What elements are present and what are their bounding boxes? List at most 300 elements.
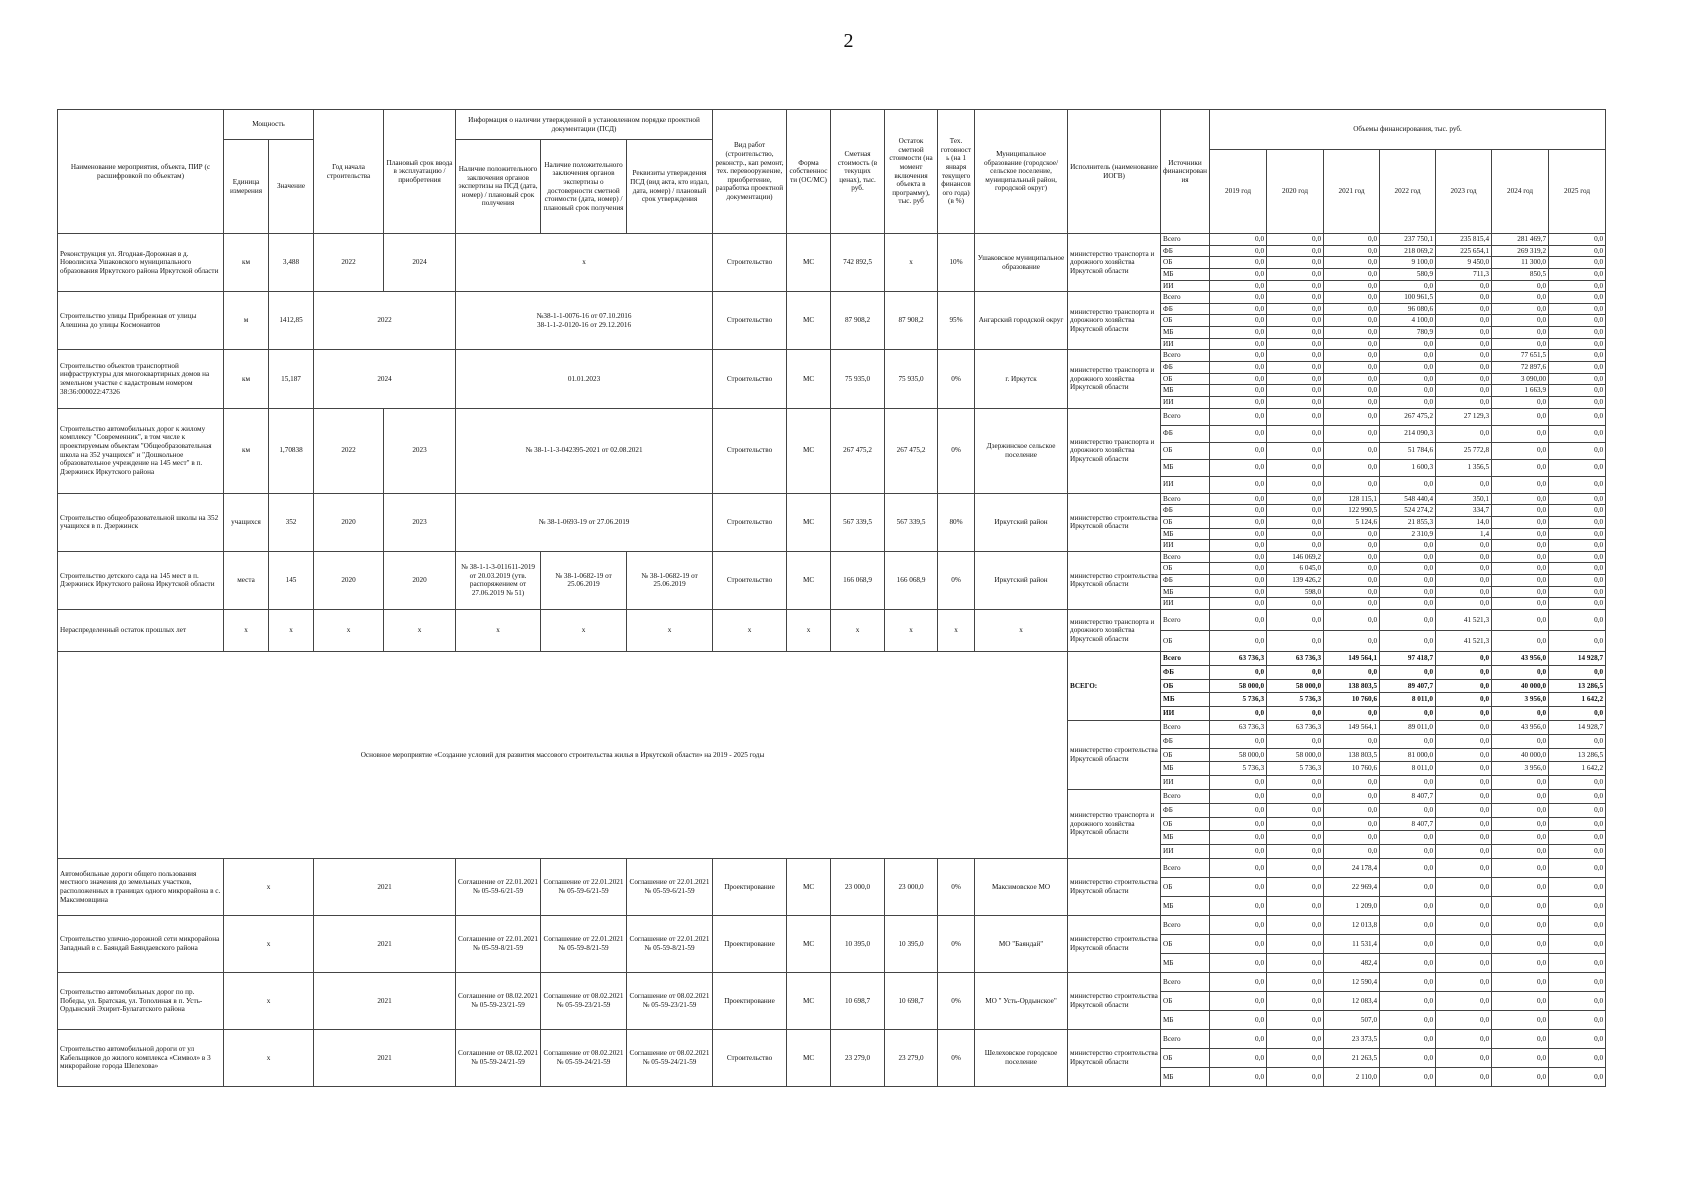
- funding-value: 0,0: [1436, 858, 1492, 877]
- sub-object-municipality: МО "Баяндай": [975, 915, 1068, 972]
- funding-value: 0,0: [1267, 540, 1324, 552]
- funding-source: ИИ: [1161, 280, 1210, 292]
- funding-value: 524 274,2: [1380, 505, 1436, 517]
- object-work-type: Строительство: [713, 408, 787, 493]
- funding-value: 13 286,5: [1549, 748, 1606, 762]
- funding-value: 0,0: [1549, 385, 1606, 397]
- sub-object-psd: Соглашение от 08.02.2021 № 05-59-23/21-59: [456, 972, 541, 1029]
- funding-value: 0,0: [1210, 734, 1267, 748]
- funding-value: 0,0: [1210, 257, 1267, 269]
- funding-value: 0,0: [1210, 953, 1267, 972]
- funding-value: 0,0: [1436, 327, 1492, 339]
- funding-value: 0,0: [1324, 234, 1380, 246]
- funding-value: 0,0: [1436, 991, 1492, 1010]
- funding-value: 0,0: [1492, 425, 1549, 442]
- funding-value: 0,0: [1492, 934, 1549, 953]
- object-planned-term: 2023: [384, 408, 456, 493]
- funding-value: 0,0: [1549, 396, 1606, 408]
- funding-value: 1,4: [1436, 528, 1492, 540]
- funding-source: МБ: [1161, 268, 1210, 280]
- funding-value: 0,0: [1492, 315, 1549, 327]
- funding-value: 0,0: [1549, 896, 1606, 915]
- table-row: [58, 551, 1606, 563]
- funding-value: 0,0: [1324, 540, 1380, 552]
- header-start-year: Год начала строительства: [314, 110, 384, 234]
- funding-value: 9 100,0: [1380, 257, 1436, 269]
- funding-value: 10 760,6: [1324, 693, 1380, 707]
- funding-value: 267 475,2: [1380, 408, 1436, 425]
- funding-source: МБ: [1161, 831, 1210, 845]
- object-municipality: Иркутский район: [975, 493, 1068, 551]
- funding-value: 0,0: [1436, 1048, 1492, 1067]
- funding-value: 0,0: [1267, 1067, 1324, 1086]
- funding-value: 0,0: [1549, 540, 1606, 552]
- funding-value: 96 080,6: [1380, 303, 1436, 315]
- funding-value: 0,0: [1210, 362, 1267, 374]
- funding-value: 0,0: [1549, 280, 1606, 292]
- undistributed-x: х: [885, 610, 938, 652]
- funding-value: 0,0: [1492, 1010, 1549, 1029]
- funding-value: 0,0: [1324, 803, 1380, 817]
- funding-value: 8 407,7: [1380, 789, 1436, 803]
- funding-value: 0,0: [1436, 540, 1492, 552]
- funding-source: ОБ: [1161, 748, 1210, 762]
- funding-value: 63 736,3: [1267, 652, 1324, 666]
- funding-value: 0,0: [1267, 268, 1324, 280]
- funding-value: 0,0: [1324, 459, 1380, 476]
- funding-value: 0,0: [1492, 610, 1549, 631]
- funding-value: 0,0: [1380, 1029, 1436, 1048]
- funding-source: МБ: [1161, 459, 1210, 476]
- undistributed-x: х: [938, 610, 975, 652]
- funding-value: 23 373,5: [1324, 1029, 1380, 1048]
- funding-value: 0,0: [1380, 776, 1436, 790]
- funding-value: 0,0: [1267, 707, 1324, 721]
- funding-value: 0,0: [1210, 991, 1267, 1010]
- header-unit: Единица измерения: [224, 140, 269, 234]
- funding-value: 0,0: [1436, 776, 1492, 790]
- funding-value: 0,0: [1436, 831, 1492, 845]
- table-row: [58, 972, 1606, 991]
- funding-value: 0,0: [1267, 459, 1324, 476]
- object-unit: м: [224, 292, 269, 350]
- funding-value: 0,0: [1436, 476, 1492, 493]
- funding-value: 0,0: [1267, 776, 1324, 790]
- funding-value: 0,0: [1436, 350, 1492, 362]
- funding-value: 225 654,1: [1436, 245, 1492, 257]
- funding-value: 0,0: [1210, 563, 1267, 575]
- funding-value: 128 115,1: [1324, 493, 1380, 505]
- funding-source: ИИ: [1161, 776, 1210, 790]
- undistributed-x: х: [269, 610, 314, 652]
- funding-source: Всего: [1161, 972, 1210, 991]
- funding-value: 0,0: [1492, 493, 1549, 505]
- funding-value: 0,0: [1492, 896, 1549, 915]
- sub-object-ownership: МС: [787, 915, 831, 972]
- funding-value: 0,0: [1210, 586, 1267, 598]
- funding-value: 0,0: [1210, 338, 1267, 350]
- funding-value: 0,0: [1380, 350, 1436, 362]
- funding-value: 0,0: [1267, 245, 1324, 257]
- object-name: Реконструкция ул. Ягодная-Дорожная в д. Новолисиха Ушаковского муниципального образования Иркутского района Иркутской области: [58, 234, 224, 292]
- header-work-type: Вид работ (строительство, реконстр., кап ремонт, тех. перевооружение, приобретение, разработка проектной документации): [713, 110, 787, 234]
- funding-source: Всего: [1161, 551, 1210, 563]
- funding-value: 9 450,0: [1436, 257, 1492, 269]
- funding-value: 0,0: [1436, 734, 1492, 748]
- funding-value: 0,0: [1549, 934, 1606, 953]
- object-start-year: 2022: [314, 408, 384, 493]
- funding-value: 5 736,3: [1210, 762, 1267, 776]
- funding-value: 0,0: [1549, 338, 1606, 350]
- header-value: Значение: [269, 140, 314, 234]
- funding-source: Всего: [1161, 858, 1210, 877]
- funding-value: 58 000,0: [1267, 679, 1324, 693]
- funding-value: 0,0: [1549, 858, 1606, 877]
- object-value: 1412,85: [269, 292, 314, 350]
- funding-value: 0,0: [1210, 858, 1267, 877]
- sub-object-psd: Соглашение от 08.02.2021 № 05-59-23/21-59: [627, 972, 713, 1029]
- funding-value: 0,0: [1492, 292, 1549, 304]
- funding-value: 0,0: [1324, 362, 1380, 374]
- funding-source: ОБ: [1161, 877, 1210, 896]
- funding-value: 0,0: [1210, 408, 1267, 425]
- funding-value: 0,0: [1324, 280, 1380, 292]
- funding-value: 0,0: [1267, 610, 1324, 631]
- main-event-executor: ВСЕГО:: [1068, 652, 1161, 721]
- object-balance: 87 908,2: [885, 292, 938, 350]
- financing-table: [57, 109, 1606, 1087]
- object-unit: км: [224, 408, 269, 493]
- sub-object-balance: 10 395,0: [885, 915, 938, 972]
- sub-object-estimated-cost: 23 279,0: [831, 1029, 885, 1086]
- funding-value: 0,0: [1549, 505, 1606, 517]
- funding-value: 0,0: [1436, 817, 1492, 831]
- object-readiness: 0%: [938, 551, 975, 609]
- undistributed-executor: министерство транспорта и дорожного хозяйства Иркутской области: [1068, 610, 1161, 652]
- funding-value: 0,0: [1210, 551, 1267, 563]
- object-name: Строительство улицы Прибрежная от улицы Алешина до улицы Космонавтов: [58, 292, 224, 350]
- funding-value: 0,0: [1549, 991, 1606, 1010]
- sub-object-municipality: МО " Усть-Ордынское": [975, 972, 1068, 1029]
- sub-object-capacity: х: [224, 972, 314, 1029]
- header-year: 2025 год: [1549, 150, 1606, 234]
- object-start-year: 2024: [314, 350, 456, 408]
- undistributed-x: х: [384, 610, 456, 652]
- sub-object-capacity: х: [224, 1029, 314, 1086]
- table-row: [58, 652, 1606, 666]
- funding-value: 214 090,3: [1380, 425, 1436, 442]
- funding-value: 1 600,3: [1380, 459, 1436, 476]
- object-ownership: МС: [787, 408, 831, 493]
- funding-value: 0,0: [1267, 845, 1324, 859]
- object-balance: 166 068,9: [885, 551, 938, 609]
- funding-value: 0,0: [1549, 327, 1606, 339]
- funding-value: 0,0: [1267, 315, 1324, 327]
- funding-value: 0,0: [1267, 789, 1324, 803]
- main-event-name: Основное мероприятие «Создание условий для развития массового строительства жилья в Иркутской области» на 2019 - 2025 годы: [58, 652, 1068, 859]
- funding-value: 0,0: [1380, 972, 1436, 991]
- funding-value: 0,0: [1324, 396, 1380, 408]
- funding-value: 0,0: [1380, 373, 1436, 385]
- object-start-year: 2020: [314, 551, 384, 609]
- funding-source: ИИ: [1161, 598, 1210, 610]
- funding-source: Всего: [1161, 408, 1210, 425]
- funding-value: 40 000,0: [1492, 748, 1549, 762]
- object-municipality: Ушаковское муниципальное образование: [975, 234, 1068, 292]
- undistributed-x: х: [627, 610, 713, 652]
- funding-value: 0,0: [1492, 303, 1549, 315]
- funding-value: 0,0: [1267, 1010, 1324, 1029]
- funding-value: 0,0: [1436, 1067, 1492, 1086]
- funding-value: 0,0: [1210, 877, 1267, 896]
- funding-value: 0,0: [1492, 575, 1549, 587]
- funding-value: 0,0: [1324, 350, 1380, 362]
- main-event-executor: министерство строительства Иркутской области: [1068, 721, 1161, 790]
- funding-value: 43 956,0: [1492, 721, 1549, 735]
- funding-value: 1 642,2: [1549, 693, 1606, 707]
- funding-value: 0,0: [1267, 493, 1324, 505]
- table-row: [58, 234, 1606, 246]
- funding-value: 0,0: [1492, 540, 1549, 552]
- funding-value: 0,0: [1210, 385, 1267, 397]
- funding-source: ОБ: [1161, 442, 1210, 459]
- funding-value: 0,0: [1436, 292, 1492, 304]
- sub-object-readiness: 0%: [938, 972, 975, 1029]
- sub-object-name: Строительство автомобильной дороги от ул Кабельщиков до жилого комплекса «Символ» в 3 микрорайоне города Шелехова»: [58, 1029, 224, 1086]
- funding-value: 24 178,4: [1324, 858, 1380, 877]
- funding-value: 0,0: [1436, 721, 1492, 735]
- funding-value: 0,0: [1324, 586, 1380, 598]
- financing-table-wrap: [57, 109, 1604, 1087]
- funding-value: 0,0: [1324, 789, 1380, 803]
- table-row: [58, 610, 1606, 631]
- funding-value: 0,0: [1380, 540, 1436, 552]
- funding-value: 0,0: [1267, 303, 1324, 315]
- object-name: Строительство детского сада на 145 мест в п. Дзержинск Иркутского района Иркутской области: [58, 551, 224, 609]
- funding-value: 8 011,0: [1380, 762, 1436, 776]
- funding-value: 14 928,7: [1549, 721, 1606, 735]
- sub-object-balance: 10 698,7: [885, 972, 938, 1029]
- funding-source: ИИ: [1161, 845, 1210, 859]
- sub-object-readiness: 0%: [938, 915, 975, 972]
- funding-value: 21 855,3: [1380, 516, 1436, 528]
- funding-source: Всего: [1161, 721, 1210, 735]
- funding-value: 0,0: [1549, 551, 1606, 563]
- funding-value: 0,0: [1267, 665, 1324, 679]
- header-municipality: Муниципальное образование (городское/сельское поселение, муниципальный район, городской округ): [975, 110, 1068, 234]
- funding-source: Всего: [1161, 350, 1210, 362]
- funding-value: 0,0: [1549, 442, 1606, 459]
- funding-value: 0,0: [1324, 631, 1380, 652]
- funding-value: 0,0: [1324, 665, 1380, 679]
- funding-value: 0,0: [1324, 425, 1380, 442]
- funding-source: ФБ: [1161, 803, 1210, 817]
- funding-value: 0,0: [1324, 338, 1380, 350]
- object-ownership: МС: [787, 551, 831, 609]
- funding-value: 281 469,7: [1492, 234, 1549, 246]
- funding-value: 0,0: [1549, 598, 1606, 610]
- funding-value: 0,0: [1549, 350, 1606, 362]
- sub-object-executor: министерство строительства Иркутской области: [1068, 1029, 1161, 1086]
- funding-value: 2 110,0: [1324, 1067, 1380, 1086]
- funding-value: 0,0: [1380, 858, 1436, 877]
- funding-value: 27 129,3: [1436, 408, 1492, 425]
- funding-value: 0,0: [1267, 934, 1324, 953]
- funding-value: 0,0: [1380, 707, 1436, 721]
- funding-value: 0,0: [1267, 350, 1324, 362]
- funding-value: 0,0: [1436, 803, 1492, 817]
- funding-value: 0,0: [1267, 338, 1324, 350]
- sub-object-work-type: Проектирование: [713, 972, 787, 1029]
- funding-value: 11 531,4: [1324, 934, 1380, 953]
- object-executor: министерство строительства Иркутской области: [1068, 493, 1161, 551]
- object-unit: места: [224, 551, 269, 609]
- funding-value: 0,0: [1549, 516, 1606, 528]
- sub-object-start-year: 2021: [314, 915, 456, 972]
- funding-source: ОБ: [1161, 257, 1210, 269]
- undistributed-x: х: [975, 610, 1068, 652]
- object-psd-line: № 38-1-0693-19 от 27.06.2019: [538, 517, 630, 526]
- funding-value: 0,0: [1436, 652, 1492, 666]
- funding-value: 0,0: [1436, 707, 1492, 721]
- header-balance: Остаток сметной стоимости (на момент включения объекта в программу), тыс. руб: [885, 110, 938, 234]
- funding-value: 0,0: [1492, 563, 1549, 575]
- object-psd: [456, 234, 713, 292]
- funding-value: 0,0: [1324, 408, 1380, 425]
- header-planned-term: Плановый срок ввода в эксплуатацию / приобретения: [384, 110, 456, 234]
- funding-value: 0,0: [1267, 631, 1324, 652]
- object-unit: км: [224, 234, 269, 292]
- funding-value: 63 736,3: [1210, 721, 1267, 735]
- funding-value: 2 310,9: [1380, 528, 1436, 540]
- table-row: [58, 1029, 1606, 1048]
- funding-source: ОБ: [1161, 516, 1210, 528]
- funding-value: 4 100,0: [1380, 315, 1436, 327]
- sub-object-psd: Соглашение от 08.02.2021 № 05-59-23/21-59: [541, 972, 627, 1029]
- header-psd-approval: Реквизиты утверждения ПСД (вид акта, кто издал, дата, номер) / плановый срок утверждения: [627, 140, 713, 234]
- funding-value: 12 590,4: [1324, 972, 1380, 991]
- funding-value: 0,0: [1380, 803, 1436, 817]
- funding-value: 237 750,1: [1380, 234, 1436, 246]
- funding-value: 0,0: [1324, 315, 1380, 327]
- funding-value: 0,0: [1436, 280, 1492, 292]
- undistributed-x: х: [456, 610, 541, 652]
- funding-value: 0,0: [1492, 338, 1549, 350]
- funding-value: 0,0: [1492, 734, 1549, 748]
- funding-value: 0,0: [1492, 528, 1549, 540]
- funding-value: 0,0: [1267, 877, 1324, 896]
- funding-value: 780,9: [1380, 327, 1436, 339]
- funding-value: 5 736,3: [1210, 693, 1267, 707]
- funding-value: 0,0: [1210, 315, 1267, 327]
- funding-value: 0,0: [1549, 563, 1606, 575]
- funding-value: 0,0: [1267, 327, 1324, 339]
- funding-value: 0,0: [1380, 586, 1436, 598]
- funding-value: 0,0: [1210, 350, 1267, 362]
- object-municipality: Дзержинское сельское поселение: [975, 408, 1068, 493]
- header-psd-positive: Наличие положительного заключения органов экспертизы на ПСД (дата, номер) / плановый срок получения: [456, 140, 541, 234]
- funding-value: 0,0: [1380, 877, 1436, 896]
- sub-object-capacity: х: [224, 915, 314, 972]
- funding-value: 0,0: [1210, 575, 1267, 587]
- funding-value: 0,0: [1267, 516, 1324, 528]
- object-value: 145: [269, 551, 314, 609]
- funding-value: 0,0: [1549, 831, 1606, 845]
- funding-value: 6 045,0: [1267, 563, 1324, 575]
- object-balance: х: [885, 234, 938, 292]
- funding-source: ФБ: [1161, 425, 1210, 442]
- header-funding: Объемы финансирования, тыс. руб.: [1210, 110, 1606, 150]
- funding-value: 0,0: [1380, 896, 1436, 915]
- funding-value: 0,0: [1267, 425, 1324, 442]
- funding-value: 0,0: [1210, 373, 1267, 385]
- funding-value: 0,0: [1549, 665, 1606, 679]
- funding-value: 0,0: [1210, 476, 1267, 493]
- funding-value: 0,0: [1267, 598, 1324, 610]
- funding-value: 122 990,5: [1324, 505, 1380, 517]
- funding-value: 12 013,8: [1324, 915, 1380, 934]
- funding-value: 0,0: [1324, 303, 1380, 315]
- funding-value: 0,0: [1492, 858, 1549, 877]
- funding-value: 0,0: [1267, 280, 1324, 292]
- funding-source: ФБ: [1161, 362, 1210, 374]
- funding-source: ОБ: [1161, 991, 1210, 1010]
- funding-value: 507,0: [1324, 1010, 1380, 1029]
- sub-object-psd: Соглашение от 22.01.2021 № 05-59-6/21-59: [456, 858, 541, 915]
- object-value: 352: [269, 493, 314, 551]
- header-year: 2021 год: [1324, 150, 1380, 234]
- funding-value: 0,0: [1380, 385, 1436, 397]
- object-executor: министерство транспорта и дорожного хозяйства Иркутской области: [1068, 350, 1161, 408]
- funding-source: МБ: [1161, 385, 1210, 397]
- sub-object-executor: министерство строительства Иркутской области: [1068, 915, 1161, 972]
- funding-value: 0,0: [1436, 789, 1492, 803]
- sub-object-estimated-cost: 10 395,0: [831, 915, 885, 972]
- sub-object-estimated-cost: 10 698,7: [831, 972, 885, 1029]
- funding-value: 0,0: [1210, 442, 1267, 459]
- funding-value: 0,0: [1549, 734, 1606, 748]
- funding-value: 0,0: [1492, 915, 1549, 934]
- header-estimated-cost: Сметная стоимость (в текущих ценах), тыс. руб.: [831, 110, 885, 234]
- funding-value: 89 011,0: [1380, 721, 1436, 735]
- funding-value: 0,0: [1267, 1048, 1324, 1067]
- funding-value: 0,0: [1436, 972, 1492, 991]
- funding-value: 0,0: [1549, 707, 1606, 721]
- funding-source: ИИ: [1161, 540, 1210, 552]
- funding-value: 58 000,0: [1210, 679, 1267, 693]
- funding-value: 0,0: [1492, 665, 1549, 679]
- funding-source: Всего: [1161, 915, 1210, 934]
- funding-value: 0,0: [1549, 789, 1606, 803]
- funding-value: 0,0: [1380, 598, 1436, 610]
- funding-value: 0,0: [1267, 476, 1324, 493]
- funding-value: 149 564,1: [1324, 652, 1380, 666]
- sub-object-start-year: 2021: [314, 972, 456, 1029]
- object-municipality: Иркутский район: [975, 551, 1068, 609]
- funding-value: 0,0: [1267, 505, 1324, 517]
- funding-source: ФБ: [1161, 245, 1210, 257]
- header-year: 2019 год: [1210, 150, 1267, 234]
- funding-source: Всего: [1161, 1029, 1210, 1048]
- funding-source: ОБ: [1161, 315, 1210, 327]
- object-readiness: 80%: [938, 493, 975, 551]
- funding-value: 0,0: [1436, 303, 1492, 315]
- header-year: 2024 год: [1492, 150, 1549, 234]
- funding-value: 0,0: [1549, 476, 1606, 493]
- funding-value: 0,0: [1549, 586, 1606, 598]
- funding-value: 0,0: [1324, 292, 1380, 304]
- funding-value: 0,0: [1492, 327, 1549, 339]
